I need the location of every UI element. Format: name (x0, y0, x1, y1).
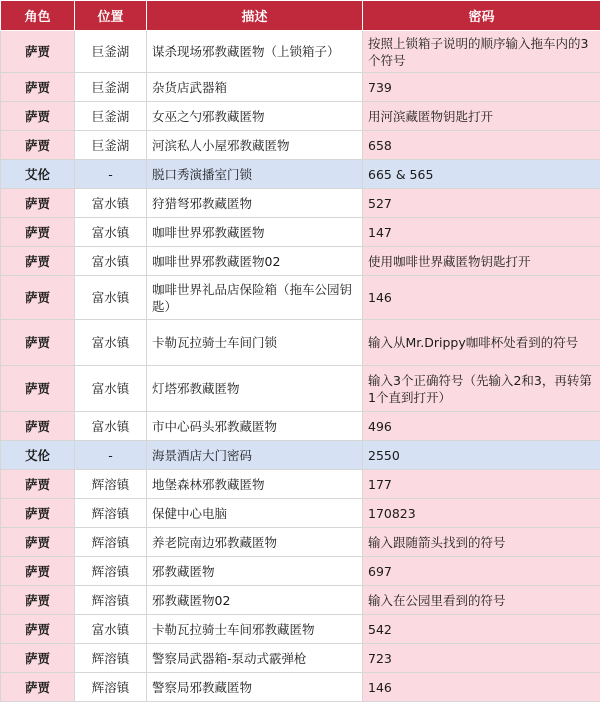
header-role: 角色 (1, 1, 75, 31)
code-cell: 496 (363, 412, 600, 441)
code-cell: 147 (363, 218, 600, 247)
description-cell: 咖啡世界邪教藏匿物02 (147, 247, 363, 276)
table-row (1, 102, 600, 131)
code-cell: 542 (363, 615, 600, 644)
code-cell: 527 (363, 189, 600, 218)
table-row (1, 276, 600, 320)
description-cell: 养老院南边邪教藏匿物 (147, 528, 363, 557)
table-row (1, 499, 600, 528)
header-location: 位置 (75, 1, 147, 31)
code-cell: 输入3个正确符号（先输入2和3，再转第1个直到打开） (363, 366, 600, 412)
table-row (1, 528, 600, 557)
location-cell: 富水镇 (75, 218, 147, 247)
location-cell: 辉溶镇 (75, 644, 147, 673)
location-cell: 巨釜湖 (75, 73, 147, 102)
table-row (1, 160, 600, 189)
role-cell: 萨贾 (1, 470, 75, 499)
role-cell: 萨贾 (1, 499, 75, 528)
location-cell: 富水镇 (75, 320, 147, 366)
code-cell: 输入在公园里看到的符号 (363, 586, 600, 615)
table-row (1, 218, 600, 247)
description-cell: 邪教藏匿物 (147, 557, 363, 586)
table-row (1, 73, 600, 102)
description-cell: 杂货店武器箱 (147, 73, 363, 102)
role-cell: 萨贾 (1, 218, 75, 247)
location-cell: 富水镇 (75, 412, 147, 441)
description-cell: 河滨私人小屋邪教藏匿物 (147, 131, 363, 160)
location-cell: - (75, 160, 147, 189)
code-cell: 177 (363, 470, 600, 499)
location-cell: 富水镇 (75, 247, 147, 276)
table-row (1, 557, 600, 586)
code-cell: 723 (363, 644, 600, 673)
location-cell: 巨釜湖 (75, 131, 147, 160)
header-row (1, 1, 600, 31)
table-row (1, 470, 600, 499)
role-cell: 萨贾 (1, 73, 75, 102)
description-cell: 咖啡世界礼品店保险箱（拖车公园钥匙） (147, 276, 363, 320)
description-cell: 保健中心电脑 (147, 499, 363, 528)
description-cell: 海景酒店大门密码 (147, 441, 363, 470)
location-cell: 富水镇 (75, 276, 147, 320)
table-row (1, 586, 600, 615)
header-password: 密码 (363, 1, 600, 31)
table-row (1, 131, 600, 160)
code-cell: 697 (363, 557, 600, 586)
code-cell: 用河滨藏匿物钥匙打开 (363, 102, 600, 131)
location-cell: 富水镇 (75, 366, 147, 412)
location-cell: 辉溶镇 (75, 499, 147, 528)
role-cell: 萨贾 (1, 320, 75, 366)
role-cell: 萨贾 (1, 644, 75, 673)
location-cell: 巨釜湖 (75, 102, 147, 131)
code-cell: 输入从Mr.Drippy咖啡杯处看到的符号 (363, 320, 600, 366)
code-cell: 146 (363, 673, 600, 702)
role-cell: 萨贾 (1, 189, 75, 218)
role-cell: 萨贾 (1, 247, 75, 276)
description-cell: 警察局武器箱-泵动式霰弹枪 (147, 644, 363, 673)
description-cell: 女巫之勺邪教藏匿物 (147, 102, 363, 131)
location-cell: 富水镇 (75, 189, 147, 218)
description-cell: 狩猎弩邪教藏匿物 (147, 189, 363, 218)
code-cell: 665 & 565 (363, 160, 600, 189)
description-cell: 卡勒瓦拉骑士车间邪教藏匿物 (147, 615, 363, 644)
description-cell: 灯塔邪教藏匿物 (147, 366, 363, 412)
table-row (1, 412, 600, 441)
role-cell: 萨贾 (1, 528, 75, 557)
role-cell: 萨贾 (1, 586, 75, 615)
location-cell: 辉溶镇 (75, 586, 147, 615)
code-cell: 170823 (363, 499, 600, 528)
role-cell: 萨贾 (1, 366, 75, 412)
description-cell: 谋杀现场邪教藏匿物（上锁箱子） (147, 31, 363, 73)
location-cell: 富水镇 (75, 615, 147, 644)
location-cell: 巨釜湖 (75, 31, 147, 73)
location-cell: 辉溶镇 (75, 673, 147, 702)
table-row (1, 673, 600, 702)
table-row (1, 31, 600, 73)
table-row (1, 615, 600, 644)
description-cell: 卡勒瓦拉骑士车间门锁 (147, 320, 363, 366)
location-cell: 辉溶镇 (75, 557, 147, 586)
table-row (1, 441, 600, 470)
code-cell: 146 (363, 276, 600, 320)
description-cell: 警察局邪教藏匿物 (147, 673, 363, 702)
location-cell: - (75, 441, 147, 470)
description-cell: 市中心码头邪教藏匿物 (147, 412, 363, 441)
role-cell: 萨贾 (1, 412, 75, 441)
code-cell: 使用咖啡世界藏匿物钥匙打开 (363, 247, 600, 276)
description-cell: 邪教藏匿物02 (147, 586, 363, 615)
code-cell: 658 (363, 131, 600, 160)
role-cell: 艾伦 (1, 441, 75, 470)
role-cell: 萨贾 (1, 557, 75, 586)
table-row (1, 189, 600, 218)
location-cell: 辉溶镇 (75, 470, 147, 499)
role-cell: 萨贾 (1, 276, 75, 320)
code-cell: 按照上锁箱子说明的顺序输入拖车内的3个符号 (363, 31, 600, 73)
table-row (1, 366, 600, 412)
role-cell: 萨贾 (1, 102, 75, 131)
location-cell: 辉溶镇 (75, 528, 147, 557)
role-cell: 萨贾 (1, 131, 75, 160)
code-cell: 2550 (363, 441, 600, 470)
role-cell: 萨贾 (1, 673, 75, 702)
table-row (1, 247, 600, 276)
description-cell: 地堡森林邪教藏匿物 (147, 470, 363, 499)
table-body (1, 31, 600, 702)
header-description: 描述 (147, 1, 363, 31)
role-cell: 萨贾 (1, 615, 75, 644)
description-cell: 脱口秀演播室门锁 (147, 160, 363, 189)
table-row (1, 644, 600, 673)
role-cell: 萨贾 (1, 31, 75, 73)
role-cell: 艾伦 (1, 160, 75, 189)
code-cell: 输入跟随箭头找到的符号 (363, 528, 600, 557)
description-cell: 咖啡世界邪教藏匿物 (147, 218, 363, 247)
code-cell: 739 (363, 73, 600, 102)
table-row (1, 320, 600, 366)
